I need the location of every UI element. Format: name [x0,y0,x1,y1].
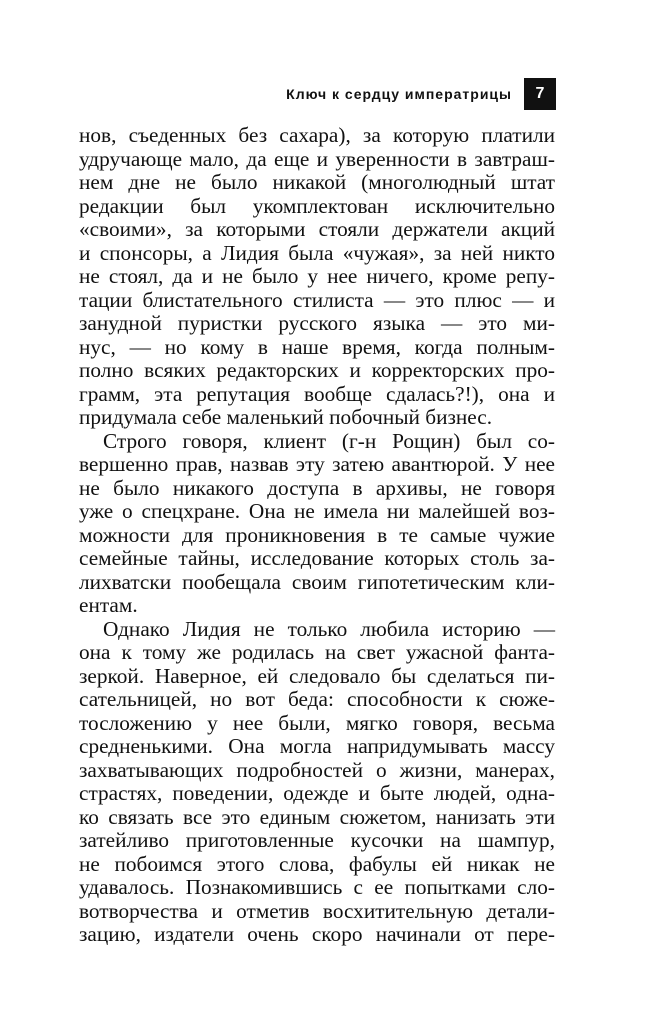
text-line: лихватски пообещала своим гипотетическим кли- [79,569,555,594]
text-line: нов, съеденных без сахара), за которую платили [79,123,555,147]
text-line: она к тому же родилась на свет ужасной фанта- [79,640,555,664]
text-line: средненькими. Она могла напридумывать массу [79,734,555,758]
text-line: полно всяких редакторских и корректорских про- [79,358,555,382]
paragraph [79,618,555,947]
text-line: уже о спецхране. Она не имела ни малейшей воз- [79,499,555,523]
text-line: зацию, издатели очень скоро начинали от пере- [79,922,555,946]
page-number: 7 [524,78,556,110]
text-line: не стоял, да и не было у нее ничего, кроме репу- [79,264,555,288]
running-title: Ключ к сердцу императрицы [286,86,512,102]
text-line: страстях, поведении, одежде и быте людей, одна- [79,781,555,805]
text-line: придумала себе маленький побочный бизнес. [79,405,493,429]
text-line: можности для проникновения в те самые чужие [79,522,555,547]
body-text [79,124,555,947]
text-line: «своими», за которыми стояли держатели акций [79,217,555,241]
text-line: тосложению у нее были, мягко говоря, весьма [79,710,555,735]
text-line: удручающе мало, да еще и уверенности в завтраш- [79,146,555,171]
text-line: нус, — но кому в наше время, когда полным- [79,334,555,359]
text-line: зеркой. Наверное, ей следовало бы сделаться пи- [79,663,555,688]
text-line: ко связать все это единым сюжетом, нанизать эти [79,804,555,829]
text-line: вершенно прав, назвав эту затею авантюрой. У нее [79,452,555,476]
text-line: семейные тайны, исследование которых столь за- [79,546,555,570]
text-line: вотворчества и отметив восхитительную детали- [79,898,555,923]
text-line: не было никакого доступа в архивы, не говоря [79,475,555,500]
text-line: не побоимся этого слова, фабулы ей никак не [79,851,555,876]
text-line: и спонсоры, а Лидия была «чужая», за ней никто [79,240,555,265]
text-line: Строго говоря, клиент (г-н Рощин) был со- [103,428,555,453]
paragraph [79,430,555,618]
paragraph [79,124,555,430]
running-header [286,77,556,111]
text-line: тации блистательного стилиста — это плюс — и [79,287,555,312]
text-line: удавалось. Познакомившись с ее попытками сло- [79,875,555,899]
text-line: редакции был укомплектован исключительно [79,193,555,218]
text-line: сательницей, но вот беда: способности к сюже- [79,687,555,711]
text-line: занудной пуристки русского языка — это ми- [79,311,555,335]
text-line: нем дне не было никакой (многолюдный штат [79,170,555,194]
text-line: ентам. [79,593,138,617]
text-line: затейливо приготовленные кусочки на шампур, [79,828,555,852]
text-line: Однако Лидия не только любила историю — [103,616,555,641]
text-line: грамм, эта репутация вообще сдалась?!), она и [79,381,555,406]
text-line: захватывающих подробностей о жизни, манерах, [79,757,555,782]
